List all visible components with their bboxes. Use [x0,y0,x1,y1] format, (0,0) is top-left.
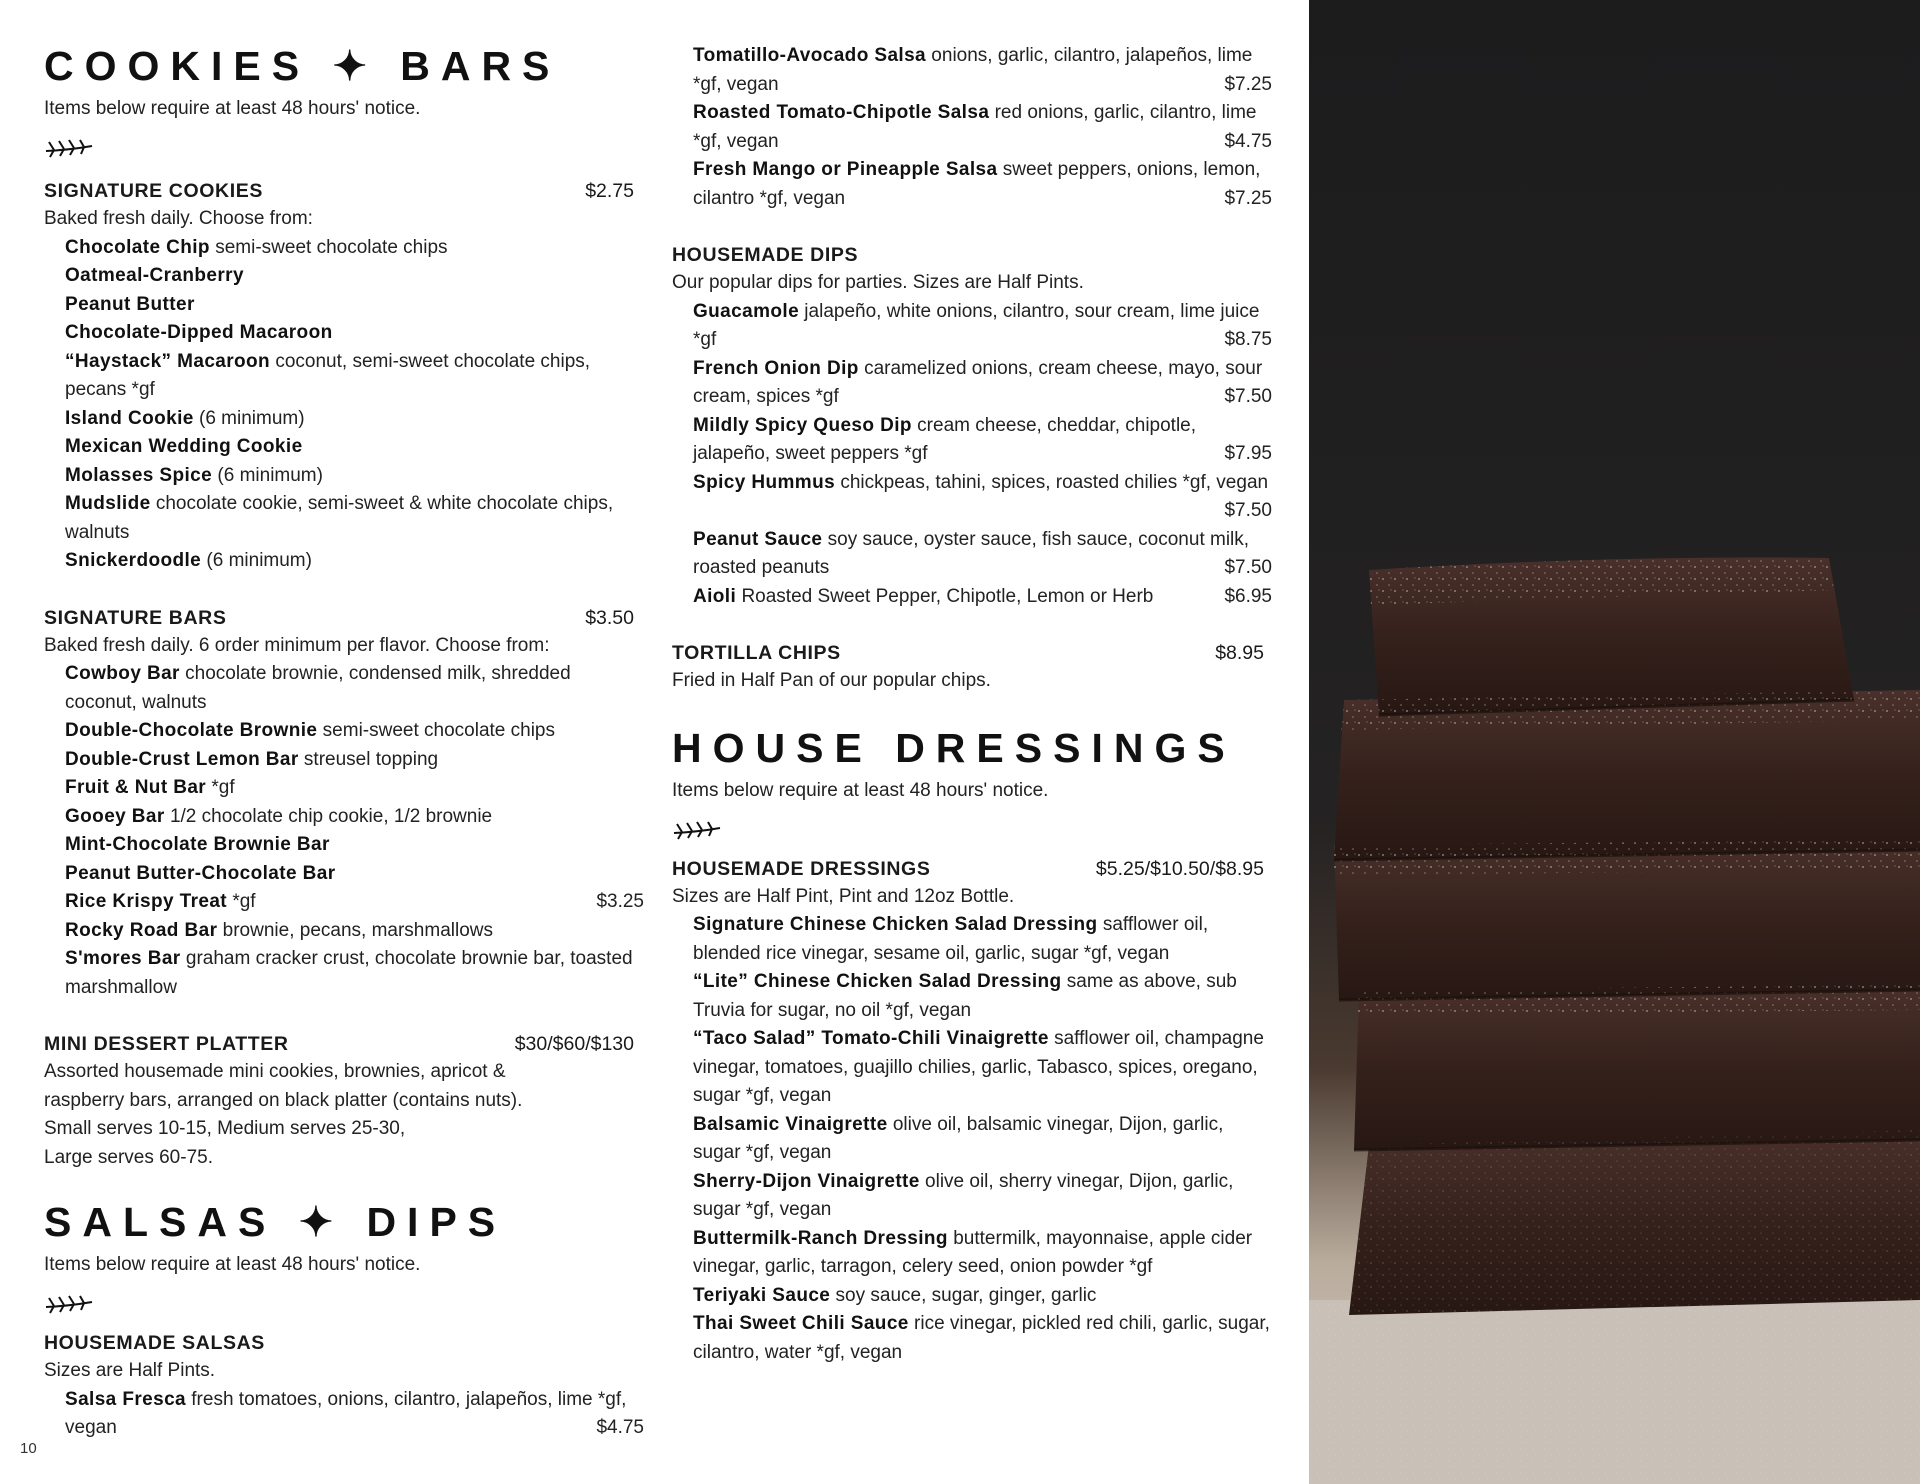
brownie-stack-photo [1309,0,1920,1484]
menu-item [65,717,644,746]
housemade-salsas-description: Sizes are Half Pints. [44,1360,216,1381]
platter-desc-line: raspberry bars, arranged on black platter (contains nuts). [44,1089,523,1111]
housemade-salsas-list [44,1386,644,1443]
menu-item-name: Aioli [693,585,737,607]
menu-item-name: Sherry-Dijon Vinaigrette [693,1170,920,1192]
cookies-bars-notice: Items below require at least 48 hours' notice. [44,98,421,119]
menu-item [693,42,1272,99]
menu-item [693,1310,1272,1367]
menu-item-name: Gooey Bar [65,805,165,827]
housemade-dressings-heading: HOUSEMADE DRESSINGS [672,857,931,880]
menu-item [65,1386,644,1443]
housemade-dips-description: Our popular dips for parties. Sizes are Half Pints. [672,272,1084,293]
platter-desc-line: Assorted housemade mini cookies, brownies, apricot & [44,1061,506,1082]
menu-item [65,888,644,917]
menu-item-name: Oatmeal-Cranberry [65,265,244,286]
mini-dessert-platter-section [44,1030,644,1172]
menu-item-price: $7.95 [1224,443,1272,464]
menu-item [693,1025,1272,1111]
menu-item [65,433,644,462]
menu-item [693,526,1272,583]
menu-item-description: coconut, semi-sweet chocolate chips, pecans *gf [65,350,591,400]
menu-item-name: Roasted Tomato-Chipotle Salsa [693,102,990,123]
house-dressings-notice: Items below require at least 48 hours' notice. [672,779,1049,801]
salsas-dips-title: SALSAS ✦ DIPS [44,1199,507,1245]
signature-cookies-list [44,234,644,576]
menu-item [65,831,644,860]
housemade-dressings-price: $5.25/$10.50/$8.95 [1095,857,1264,880]
menu-item-description: safflower oil, champagne vinegar, tomatoes, guajillo chilies, garlic, Tabasco, spices, oregano, sugar *gf, vegan [693,1028,1264,1106]
menu-item-name: Peanut Butter-Chocolate Bar [65,862,336,884]
menu-item-description: soy sauce, sugar, ginger, garlic [830,1284,1097,1306]
menu-item-name: Signature Chinese Chicken Salad Dressing [693,914,1098,935]
tortilla-chips-section [672,639,1272,696]
menu-item-description: cream cheese, cheddar, chipotle, jalapeño, sweet peppers *gf [693,414,1197,464]
menu-item-description: chocolate brownie, condensed milk, shredded coconut, walnuts [65,663,571,713]
menu-item-description: onions, garlic, cilantro, jalapeños, lime *gf, vegan [693,45,1253,95]
signature-cookies-price: $2.75 [585,180,634,202]
menu-item-name: Salsa Fresca [65,1388,186,1410]
menu-item-name: Chocolate Chip [65,236,210,258]
housemade-dressings-description: Sizes are Half Pint, Pint and 12oz Bottle. [672,885,1015,907]
left-column [44,0,644,1443]
menu-item-description: 1/2 chocolate chip cookie, 1/2 brownie [164,805,493,827]
menu-item [65,405,644,434]
menu-item [693,355,1272,412]
signature-cookies-section [44,177,644,576]
menu-item-description: semi-sweet chocolate chips [209,236,448,258]
menu-item-description: jalapeño, white onions, cilantro, sour cream, lime juice *gf [693,300,1260,350]
menu-item-name: Molasses Spice [65,464,213,486]
middle-column [672,0,1272,1367]
menu-item-name: Rice Krispy Treat [65,891,228,912]
menu-item-name: Double-Chocolate Brownie [65,720,318,741]
platter-desc-line: Small serves 10-15, Medium serves 25-30, [44,1118,406,1139]
menu-item-description: (6 minimum) [201,550,312,571]
menu-item [65,462,644,491]
menu-item-description: olive oil, sherry vinegar, Dijon, garlic, sugar *gf, vegan [693,1170,1234,1220]
menu-item [693,412,1272,469]
menu-item [65,860,644,889]
housemade-dips-section [672,241,1272,611]
menu-item [693,469,1272,526]
menu-item-description: *gf [206,777,235,798]
housemade-salsas-list-continued [672,42,1272,213]
menu-item-price: $6.95 [1224,585,1272,607]
menu-item-description: (6 minimum) [193,407,305,429]
menu-item-price: $4.75 [596,1417,644,1438]
platter-desc-line: Large serves 60-75. [44,1146,213,1168]
menu-item-name: Mildly Spicy Queso Dip [693,414,912,436]
menu-item-description: rice vinegar, pickled red chili, garlic, sugar, cilantro, water *gf, vegan [693,1313,1270,1363]
menu-item-price: $7.25 [1224,73,1272,95]
menu-item [693,911,1272,968]
menu-item-price: $7.50 [1224,500,1272,521]
menu-item [65,774,644,803]
tortilla-chips-heading: TORTILLA CHIPS [672,642,841,664]
menu-item [65,917,644,946]
menu-item-name: Spicy Hummus [693,471,836,493]
menu-item-name: Fresh Mango or Pineapple Salsa [693,159,998,180]
menu-item [693,1282,1272,1311]
menu-item-description: *gf [227,891,256,912]
menu-item [65,490,644,547]
menu-item [693,583,1272,612]
signature-cookies-heading: SIGNATURE COOKIES [44,180,263,202]
cookies-bars-title: COOKIES ✦ BARS [44,43,561,89]
menu-item-price: $7.50 [1224,386,1272,407]
menu-item [65,803,644,832]
menu-item [693,1168,1272,1225]
signature-bars-price: $3.50 [585,606,634,629]
menu-item-description: sweet peppers, onions, lemon, cilantro *gf, vegan [693,159,1261,209]
menu-item-name: Peanut Butter [65,293,195,315]
menu-item [65,348,644,405]
menu-item-description: semi-sweet chocolate chips [317,720,555,741]
mini-dessert-platter-price: $30/$60/$130 [514,1033,634,1055]
menu-item-name: Thai Sweet Chili Sauce [693,1313,909,1334]
housemade-dips-list [672,298,1272,612]
menu-item-price: $3.25 [596,891,644,912]
menu-item-name: Buttermilk-Ranch Dressing [693,1227,948,1249]
menu-item-name: Mexican Wedding Cookie [65,436,303,457]
menu-item-name: Island Cookie [65,407,194,429]
menu-item-name: Guacamole [693,300,800,322]
menu-item-description: soy sauce, oyster sauce, fish sauce, coconut milk, roasted peanuts [693,528,1250,578]
menu-item-name: S'mores Bar [65,948,181,969]
housemade-dressings-list [672,911,1272,1367]
mini-dessert-platter-heading: MINI DESSERT PLATTER [44,1033,289,1055]
menu-item-name: Mint-Chocolate Brownie Bar [65,834,330,855]
menu-item-name: Teriyaki Sauce [693,1284,831,1306]
page-number: 10 [20,1440,37,1457]
menu-item [65,262,644,291]
menu-item [693,156,1272,213]
housemade-salsas-heading: HOUSEMADE SALSAS [44,1332,265,1354]
signature-bars-description: Baked fresh daily. 6 order minimum per flavor. Choose from: [44,634,550,656]
menu-item-description: Roasted Sweet Pepper, Chipotle, Lemon or Herb [736,585,1154,607]
signature-bars-section [44,604,644,1003]
signature-bars-heading: SIGNATURE BARS [44,606,227,629]
menu-item-description: chickpeas, tahini, spices, roasted chilies *gf, vegan [835,471,1269,493]
menu-item-name: Snickerdoodle [65,550,202,571]
menu-item-name: Peanut Sauce [693,528,823,550]
leaf-sprig-icon [44,1291,644,1321]
menu-item [693,298,1272,355]
menu-item-name: Fruit & Nut Bar [65,777,207,798]
menu-item-price: $7.25 [1224,187,1272,209]
menu-item-price: $4.75 [1224,130,1272,152]
menu-item [693,968,1272,1025]
menu-item-name: “Lite” Chinese Chicken Salad Dressing [693,971,1062,992]
menu-item [693,1111,1272,1168]
menu-item-description: brownie, pecans, marshmallows [217,919,493,941]
menu-item-name: Tomatillo-Avocado Salsa [693,45,927,66]
menu-item-price: $8.75 [1224,329,1272,350]
menu-item-description: (6 minimum) [212,464,323,486]
menu-item [65,319,644,348]
housemade-dips-heading: HOUSEMADE DIPS [672,244,859,266]
menu-item-description: olive oil, balsamic vinegar, Dijon, garlic, sugar *gf, vegan [693,1113,1224,1163]
leaf-sprig-icon [44,135,644,165]
menu-item [65,234,644,263]
signature-cookies-description: Baked fresh daily. Choose from: [44,208,313,229]
menu-item [65,945,644,1002]
tortilla-chips-description: Fried in Half Pan of our popular chips. [672,670,991,691]
housemade-salsas-section [44,1329,644,1443]
menu-item-name: Mudslide [65,493,151,514]
salsas-dips-notice: Items below require at least 48 hours' notice. [44,1254,421,1275]
menu-item-name: Chocolate-Dipped Macaroon [65,322,333,343]
menu-item-name: French Onion Dip [693,357,859,379]
menu-item-description: graham cracker crust, chocolate brownie bar, toasted marshmallow [65,948,633,998]
menu-item [65,660,644,717]
leaf-sprig-icon [672,817,1272,847]
menu-item-price: $7.50 [1224,557,1272,578]
menu-item-name: Rocky Road Bar [65,919,218,941]
menu-item-description: safflower oil, blended rice vinegar, sesame oil, garlic, sugar *gf, vegan [693,914,1209,964]
menu-item [65,746,644,775]
menu-item-description: fresh tomatoes, onions, cilantro, jalapeños, lime *gf, vegan [65,1388,627,1438]
menu-item-name: “Haystack” Macaroon [65,350,271,372]
menu-item [65,291,644,320]
menu-item-description: red onions, garlic, cilantro, lime *gf, vegan [693,102,1257,152]
menu-item-description: buttermilk, mayonnaise, apple cider vinegar, garlic, tarragon, celery seed, onion powder *gf [693,1227,1253,1277]
menu-item-description: streusel topping [298,748,439,770]
housemade-dressings-section [672,855,1272,1368]
menu-item [65,547,644,576]
menu-item-description: chocolate cookie, semi-sweet & white chocolate chips, walnuts [65,493,614,543]
tortilla-chips-price: $8.95 [1215,642,1264,664]
house-dressings-title: HOUSE DRESSINGS [672,724,1236,771]
menu-item-description: same as above, sub Truvia for sugar, no oil *gf, vegan [693,971,1237,1021]
menu-item [693,1225,1272,1282]
menu-item [693,99,1272,156]
menu-item-name: Cowboy Bar [65,663,180,684]
menu-item-name: Balsamic Vinaigrette [693,1113,888,1135]
menu-item-name: Double-Crust Lemon Bar [65,748,299,770]
menu-item-description: caramelized onions, cream cheese, mayo, sour cream, spices *gf [693,357,1263,407]
signature-bars-list [44,660,644,1002]
menu-item-name: “Taco Salad” Tomato-Chili Vinaigrette [693,1028,1049,1049]
